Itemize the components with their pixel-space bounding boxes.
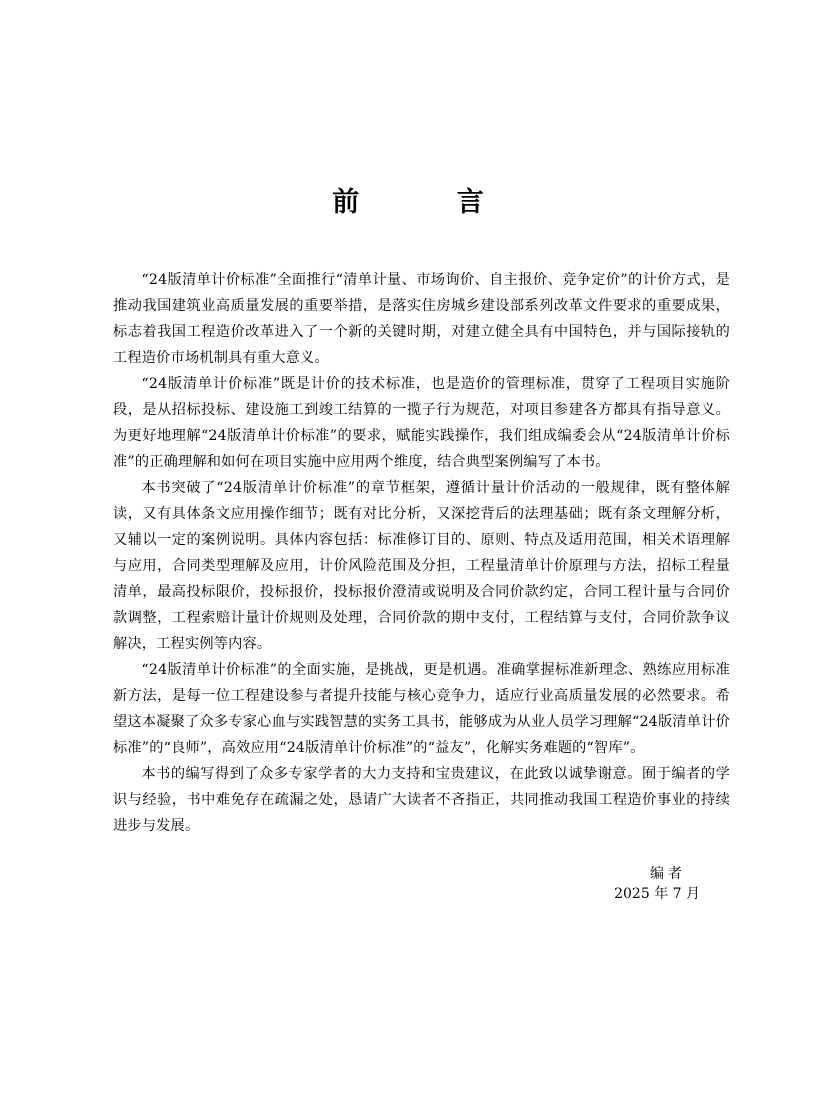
- paragraph-3: 本书突破了“24版清单计价标准”的章节框架，遵循计量计价活动的一般规律，既有整体解读，又有具体条文应用操作细节；既有对比分析，又深挖背后的法理基础；既有条文理解分析，又辅以一定的案例说明。具体内容包括：标准修订目的、原则、特点及适用范围，相关术语理解与应用，合同类型理解及应用，计价风险范围及分担，工程量清单计价原理与方法，招标工程量清单，最高投标限价，投标报价，投标报价澄清或说明及合同价款约定，合同工程计量与合同价款调整，工程索赔计量计价规则及处理，合同价款的期中支付，工程结算与支付，合同价款争议解决，工程实例等内容。: [113, 480, 730, 652]
- signature-date: 2025 年 7 月: [614, 886, 700, 902]
- page-title: 前 言: [332, 187, 528, 218]
- paragraph-1: “24版清单计价标准”全面推行“清单计量、市场询价、自主报价、竞争定价”的计价方式，是推动我国建筑业高质量发展的重要举措，是落实住房城乡建设部系列改革文件要求的重要成果，标志着我国工程造价改革进入了一个新的关键时期，对建立健全具有中国特色，并与国际接轨的工程造价市场机制具有重大意义。: [113, 272, 730, 366]
- preface-body: [113, 267, 730, 839]
- paragraph-4: “24版清单计价标准”的全面实施，是挑战，更是机遇。准确掌握标准新理念、熟练应用标准新方法，是每一位工程建设参与者提升技能与核心竞争力，适应行业高质量发展的必然要求。希望这本凝聚了众多专家心血与实践智慧的实务工具书，能够成为从业人员学习理解“24版清单计价标准”的“良师”，高效应用“24版清单计价标准”的“益友”，化解实务难题的“智库”。: [113, 662, 730, 756]
- paragraph-2: “24版清单计价标准”既是计价的技术标准，也是造价的管理标准，贯穿了工程项目实施阶段，是从招标投标、建设施工到竣工结算的一揽子行为规范，对项目参建各方都具有指导意义。为更好地理解“24版清单计价标准”的要求，赋能实践操作，我们组成编委会从“24版清单计价标准”的正确理解和如何在项目实施中应用两个维度，结合典型案例编写了本书。: [113, 376, 730, 470]
- signature-block: [614, 864, 700, 904]
- paragraph-5: 本书的编写得到了众多专家学者的大力支持和宝贵建议，在此致以诚挚谢意。囿于编者的学识与经验，书中难免存在疏漏之处，恳请广大读者不吝指正，共同推动我国工程造价事业的持续进步与发展。: [113, 766, 730, 834]
- author-signature: 编者: [650, 866, 686, 882]
